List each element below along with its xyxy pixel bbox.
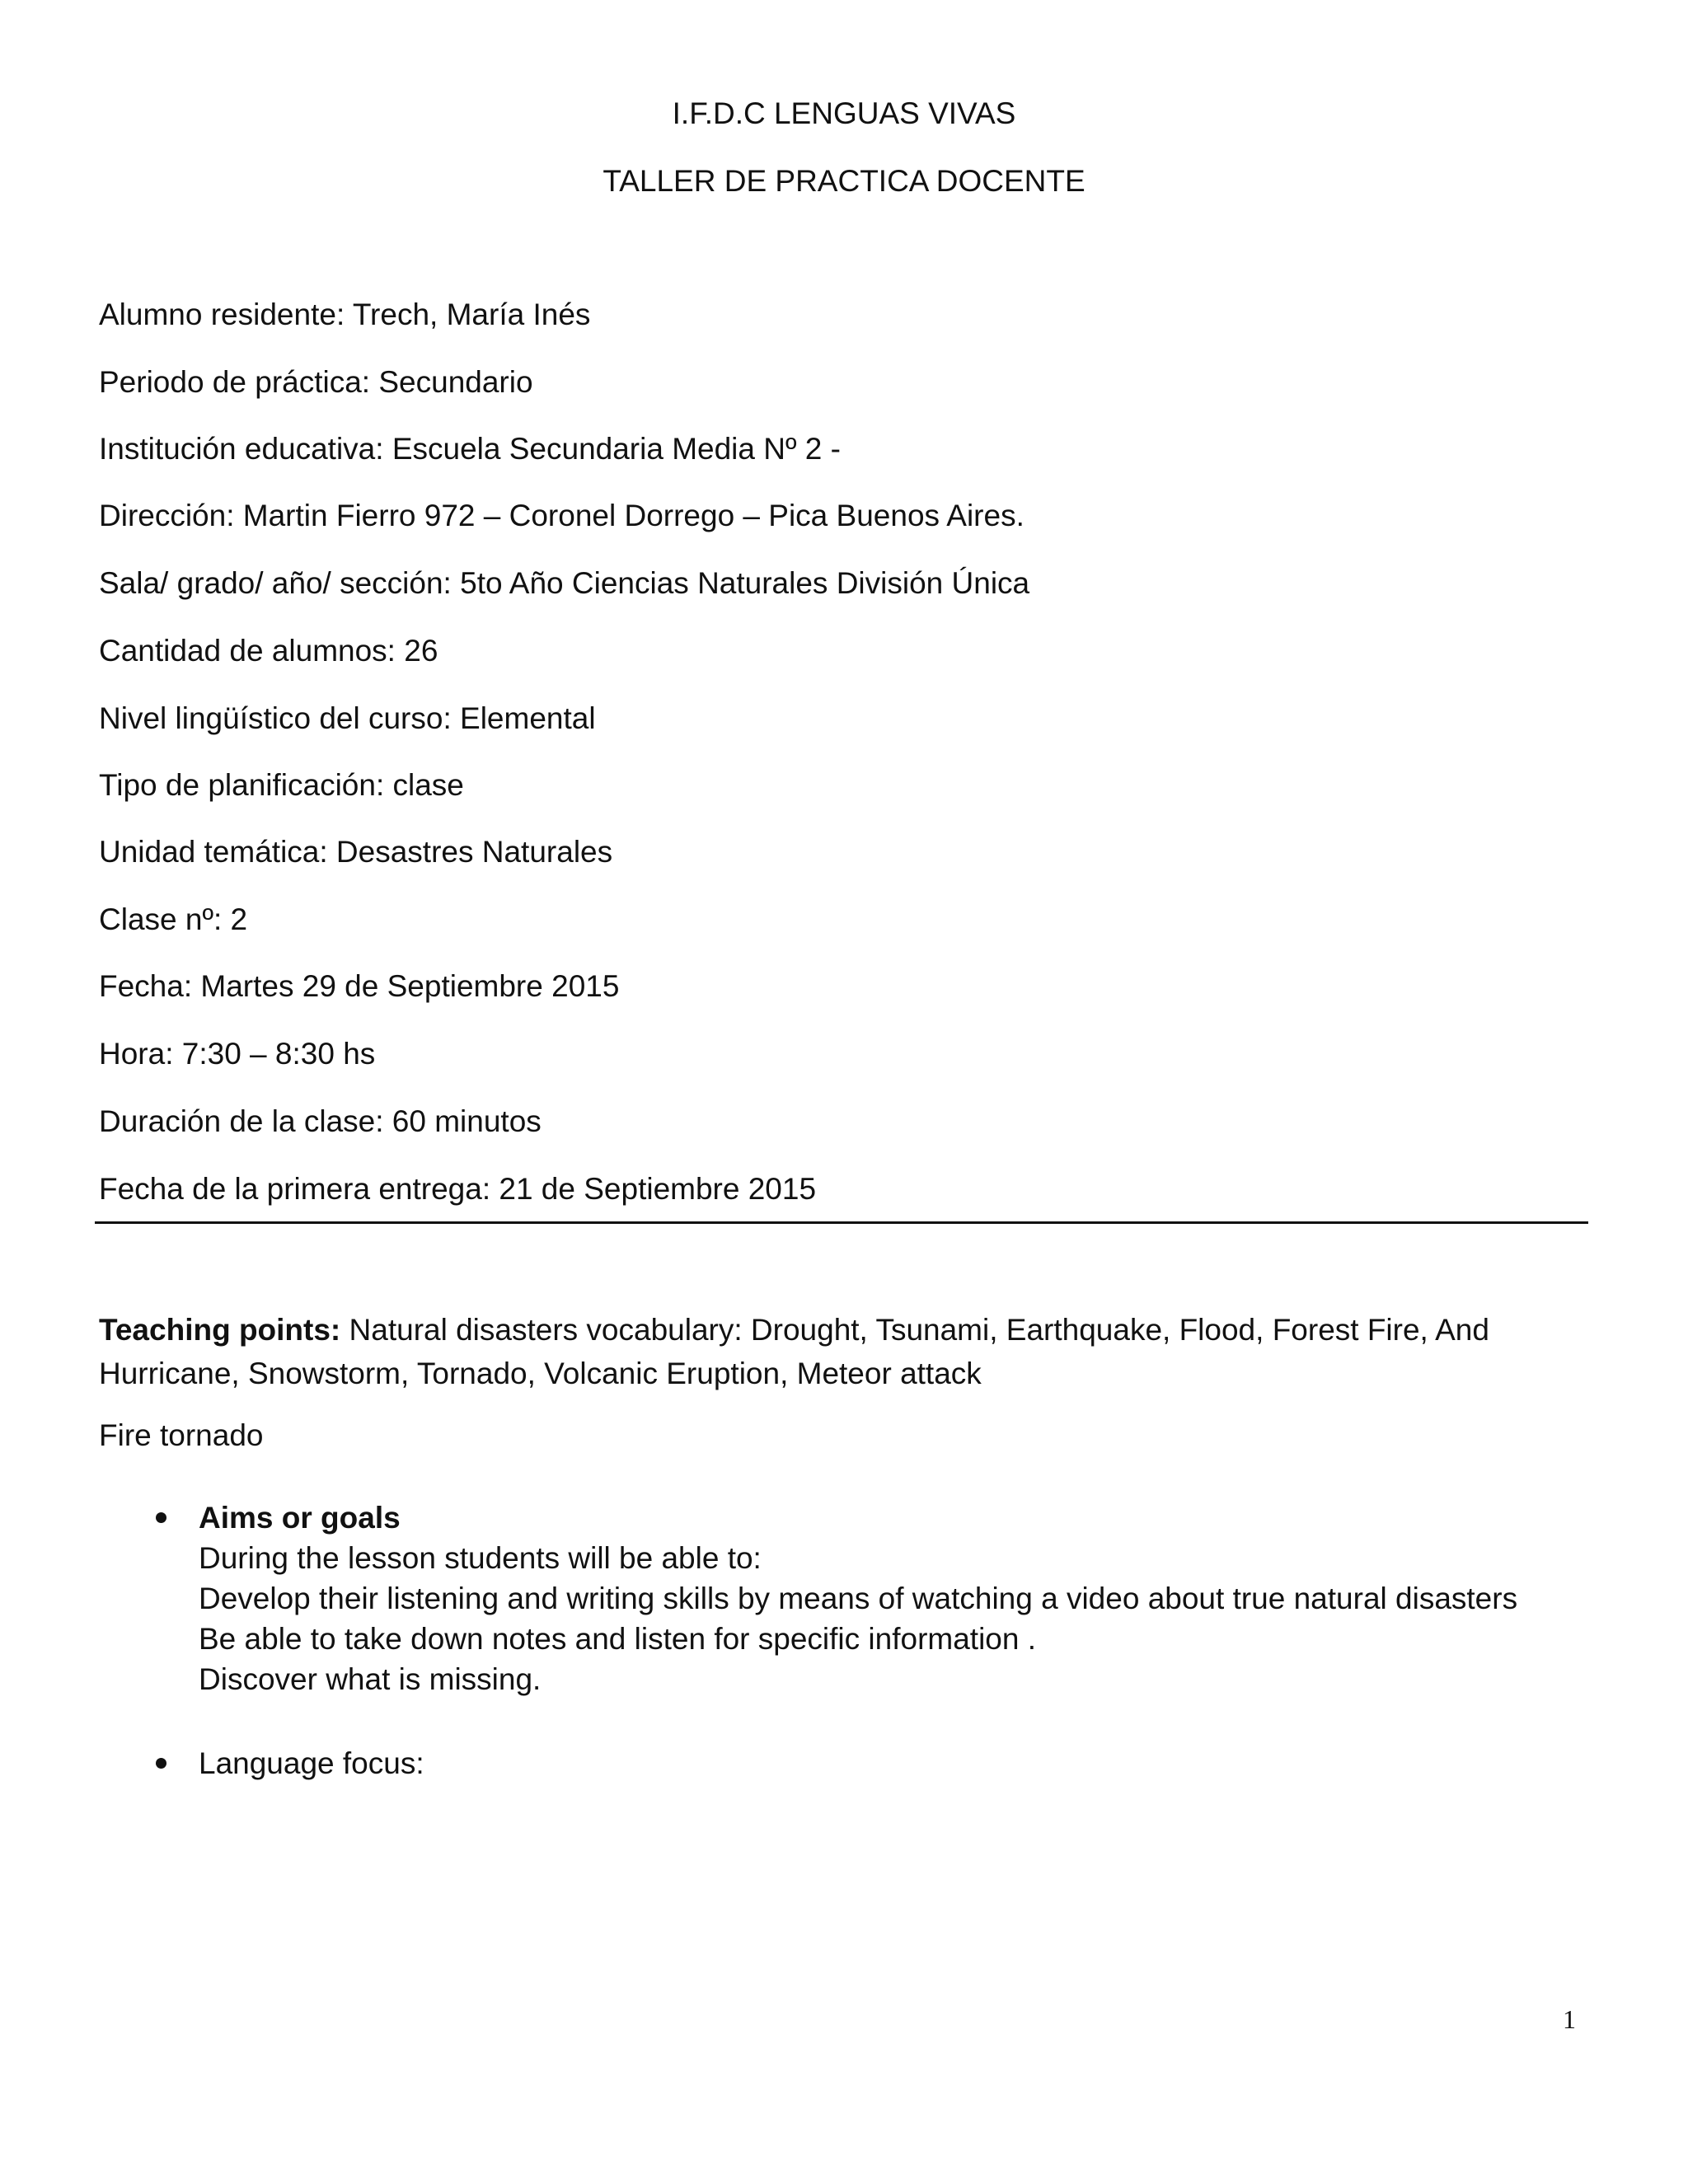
course-title: TALLER DE PRACTICA DOCENTE: [603, 164, 1085, 198]
page-number: 1: [1563, 2004, 1576, 2034]
field-fecha-entrega: Fecha de la primera entrega: 21 de Septiembre 2015: [99, 1172, 817, 1206]
field-cantidad-alumnos: Cantidad de alumnos: 26: [99, 634, 438, 668]
teaching-points: [99, 1308, 1582, 1395]
aims-heading: Aims or goals: [199, 1501, 401, 1535]
field-alumno-residente: Alumno residente: Trech, María Inés: [99, 298, 591, 331]
field-nivel-linguistico: Nivel lingüístico del curso: Elemental: [99, 701, 596, 735]
field-clase-numero: Clase nº: 2: [99, 902, 248, 936]
bullet-icon: [156, 1758, 166, 1769]
field-duracion: Duración de la clase: 60 minutos: [99, 1104, 542, 1138]
institution-title: I.F.D.C LENGUAS VIVAS: [672, 96, 1016, 130]
language-focus-heading: Language focus:: [199, 1746, 424, 1780]
field-tipo-planificacion: Tipo de planificación: clase: [99, 768, 464, 802]
teaching-points-text: Natural disasters vocabulary: Drought, Tsunami, Earthquake, Flood, Forest Fire, And Hurricane, Snowstorm, Tornado, Volcanic Eruption, Meteor attack: [99, 1313, 1489, 1390]
aims-line: Develop their listening and writing skills by means of watching a video about true natural disasters: [199, 1582, 1518, 1615]
section-divider: [95, 1221, 1588, 1224]
aims-line: Be able to take down notes and listen for specific information .: [199, 1622, 1037, 1656]
field-fecha: Fecha: Martes 29 de Septiembre 2015: [99, 969, 620, 1003]
field-unidad-tematica: Unidad temática: Desastres Naturales: [99, 835, 613, 869]
field-direccion: Dirección: Martin Fierro 972 – Coronel Dorrego – Pica Buenos Aires.: [99, 499, 1025, 532]
field-periodo-practica: Periodo de práctica: Secundario: [99, 365, 533, 399]
fire-tornado-item: Fire tornado: [99, 1418, 264, 1452]
aims-line: Discover what is missing.: [199, 1662, 542, 1696]
aims-line: During the lesson students will be able to:: [199, 1541, 762, 1575]
field-hora: Hora: 7:30 – 8:30 hs: [99, 1037, 376, 1071]
field-sala-grado: Sala/ grado/ año/ sección: 5to Año Ciencias Naturales División Única: [99, 566, 1030, 600]
teaching-points-label: Teaching points:: [99, 1313, 341, 1347]
bullet-icon: [156, 1512, 166, 1523]
field-institucion: Institución educativa: Escuela Secundaria Media Nº 2 -: [99, 432, 841, 466]
